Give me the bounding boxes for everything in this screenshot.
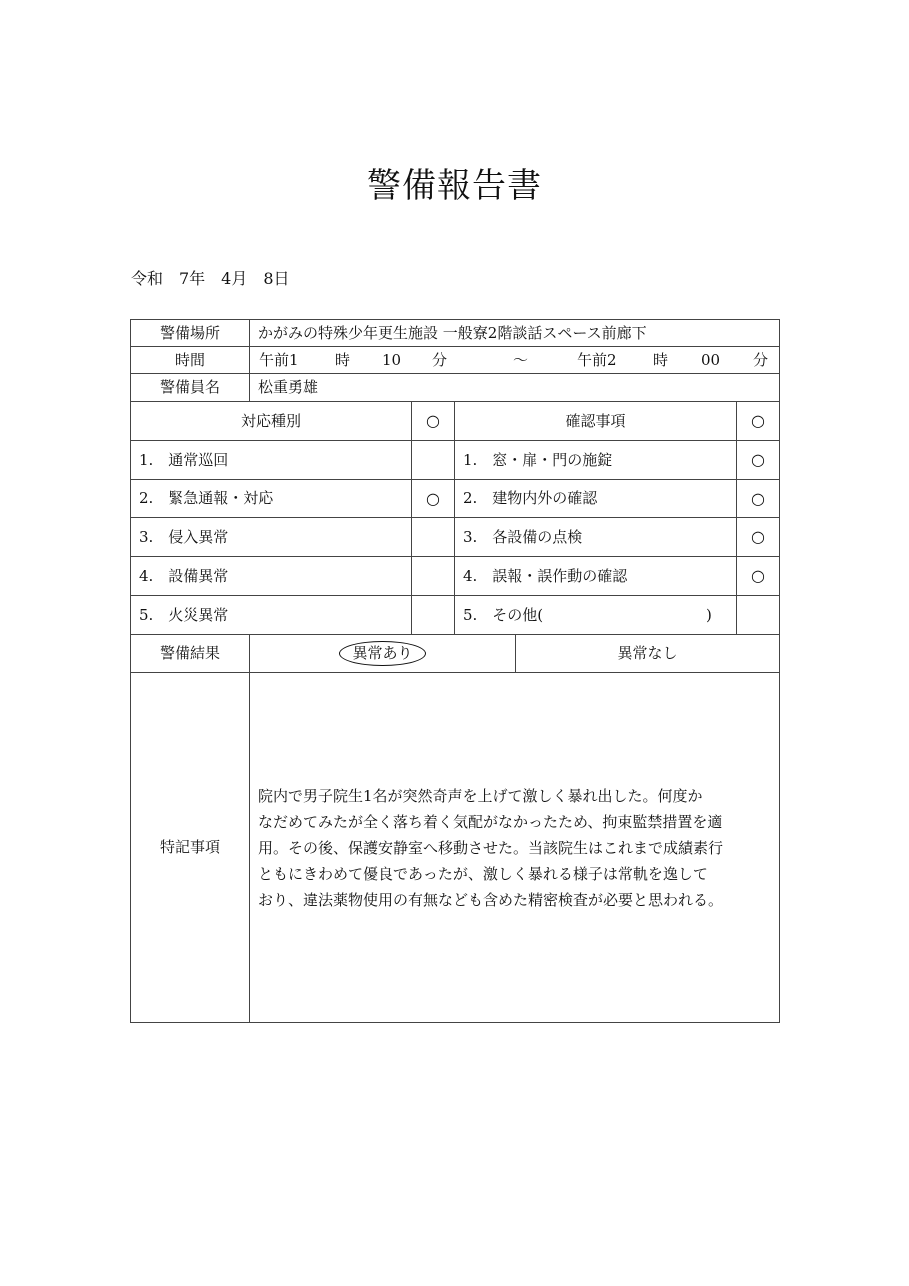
- check-item-1: 1. 窓・扉・門の施錠: [454, 440, 737, 480]
- check-item-2: 2. 建物内外の確認: [454, 479, 737, 518]
- response-item-4-mark: [411, 556, 455, 596]
- guard-name: 松重勇雄: [249, 373, 780, 402]
- time-end-period: 午前2: [577, 350, 617, 369]
- result-normal-option: 異常なし: [515, 634, 780, 673]
- time-separator: 〜: [513, 350, 529, 369]
- check-item-1-mark: ○: [736, 440, 780, 480]
- notes-text: [258, 783, 723, 913]
- report-table: [130, 319, 780, 1023]
- response-item-3-mark: [411, 517, 455, 557]
- time-end-hour-unit: 時: [653, 350, 669, 369]
- time-value: [249, 346, 780, 374]
- notes-line: ともにきわめて優良であったが、激しく暴れる様子は常軌を逸して: [258, 864, 708, 883]
- guard-label: 警備員名: [130, 373, 250, 402]
- check-item-5-label: 5. その他(: [463, 605, 544, 624]
- notes-line: 院内で男子院生1名が突然奇声を上げて激しく暴れ出した。何度か: [258, 786, 703, 805]
- notes-box: [249, 672, 780, 1023]
- location-value: かがみの特殊少年更生施設 一般寮2階談話スペース前廊下: [249, 319, 780, 347]
- response-item-5-mark: [411, 595, 455, 635]
- check-item-4-mark: ○: [736, 556, 780, 596]
- location-label: 警備場所: [130, 319, 250, 347]
- check-item-3-mark: ○: [736, 517, 780, 557]
- result-abnormal-cell: [249, 634, 516, 673]
- notes-line: おり、違法薬物使用の有無なども含めた精密検査が必要と思われる。: [258, 890, 724, 909]
- response-item-1-mark: [411, 440, 455, 480]
- time-start-minute: 10: [382, 350, 402, 369]
- response-mark-header: ○: [411, 401, 455, 441]
- page-title: 警備報告書: [367, 166, 542, 206]
- check-item-3: 3. 各設備の点検: [454, 517, 737, 557]
- response-item-1: 1. 通常巡回: [130, 440, 412, 480]
- time-label: 時間: [130, 346, 250, 374]
- notes-line: なだめてみたが全く落ち着く気配がなかったため、拘束監禁措置を適: [258, 812, 723, 831]
- checks-mark-header: ○: [736, 401, 780, 441]
- result-abnormal-option: 異常あり: [339, 641, 425, 666]
- response-item-4: 4. 設備異常: [130, 556, 412, 596]
- check-item-5-mark: [736, 595, 780, 635]
- response-item-5: 5. 火災異常: [130, 595, 412, 635]
- time-start-period: 午前1: [259, 350, 299, 369]
- notes-line: 用。その後、保護安静室へ移動させた。当該院生はこれまで成績素行: [258, 838, 724, 857]
- checks-header: 確認事項: [454, 401, 737, 441]
- time-start-minute-unit: 分: [432, 350, 448, 369]
- notes-label: 特記事項: [130, 672, 250, 1023]
- time-end-minute-unit: 分: [753, 350, 769, 369]
- result-label: 警備結果: [130, 634, 250, 673]
- time-end-minute: 00: [701, 350, 721, 369]
- check-item-2-mark: ○: [736, 479, 780, 518]
- time-start-hour-unit: 時: [335, 350, 351, 369]
- check-item-5: [454, 595, 737, 635]
- response-item-2: 2. 緊急通報・対応: [130, 479, 412, 518]
- response-item-2-mark: ○: [411, 479, 455, 518]
- check-item-4: 4. 誤報・誤作動の確認: [454, 556, 737, 596]
- check-item-5-close: ): [706, 605, 712, 624]
- response-item-3: 3. 侵入異常: [130, 517, 412, 557]
- report-date: 令和 7年 4月 8日: [131, 269, 290, 288]
- response-type-header: 対応種別: [130, 401, 412, 441]
